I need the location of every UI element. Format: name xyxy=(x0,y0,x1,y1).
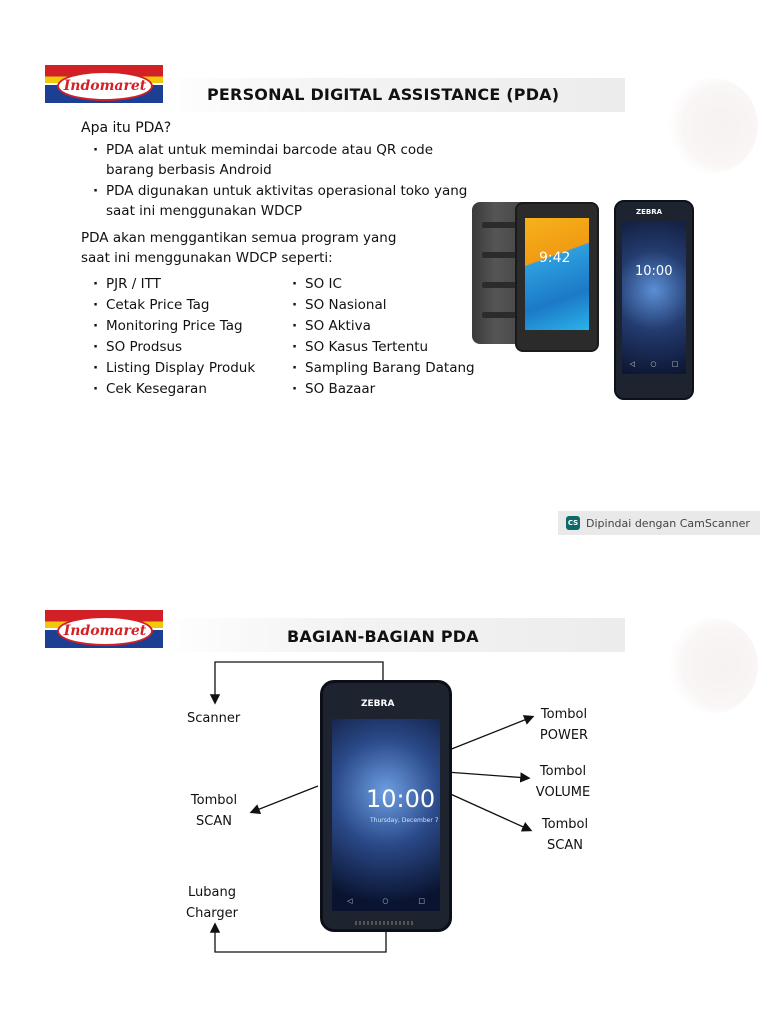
camscanner-icon: CS xyxy=(566,516,580,530)
scan-left-line xyxy=(252,786,318,812)
list-item: · Listing Display Produk xyxy=(93,360,256,376)
list-item: · Cetak Price Tag xyxy=(93,297,210,313)
slide-what-is-pda xyxy=(0,50,768,410)
list-item: · Sampling Barang Datang xyxy=(292,360,475,376)
slide-title: PERSONAL DIGITAL ASSISTANCE (PDA) xyxy=(207,85,560,104)
logo-text: Indomaret xyxy=(63,78,147,94)
zebra-pda-image xyxy=(320,680,452,932)
list-item: · SO Kasus Tertentu xyxy=(292,339,429,355)
zebra-phone-image xyxy=(614,200,694,400)
label-scan-left: Tombol SCAN xyxy=(190,793,238,829)
label-scan-right: Tombol SCAN xyxy=(541,817,589,853)
nav-buttons: ◁ ○ □ xyxy=(629,360,679,368)
list-item: · SO Nasional xyxy=(292,297,387,313)
label-scanner: Scanner xyxy=(187,711,241,726)
list-item: · SO IC xyxy=(292,276,342,292)
list-item: · Monitoring Price Tag xyxy=(93,318,243,334)
label-charger: Lubang Charger xyxy=(186,885,238,921)
list-item: · SO Bazaar xyxy=(292,381,376,397)
bullet-dot: · xyxy=(93,142,99,158)
list-item: · SO Prodsus xyxy=(93,339,183,355)
logo-oval xyxy=(57,71,153,101)
speaker-grille xyxy=(355,921,415,925)
phone-brand: ZEBRA xyxy=(636,208,663,216)
phone-brand: ZEBRA xyxy=(361,699,395,709)
decorative-swirl xyxy=(668,78,758,173)
bullet-item xyxy=(93,181,486,221)
list-item: · PJR / ITT xyxy=(93,276,161,292)
phone-date: Thursday, December 7 xyxy=(370,817,439,824)
rugged-phone-front-image xyxy=(515,202,599,352)
scan-right-line xyxy=(446,792,530,830)
slide-title: BAGIAN-BAGIAN PDA xyxy=(287,627,479,646)
power-line xyxy=(444,717,532,752)
nav-buttons: ◁ ○ □ xyxy=(346,897,425,905)
camscanner-text: Dipindai dengan CamScanner xyxy=(586,516,750,530)
list-item: · SO Aktiva xyxy=(292,318,371,334)
phone-screen xyxy=(622,222,686,374)
logo-text: Indomaret xyxy=(63,623,147,639)
volume-line xyxy=(446,772,528,778)
bullet-dot: · xyxy=(93,183,99,199)
indomaret-logo xyxy=(45,65,163,103)
camscanner-watermark xyxy=(558,511,760,535)
intro-paragraph: PDA akan menggantikan semua program yang saat ini menggunakan WDCP seperti: xyxy=(81,230,397,266)
phone-screen xyxy=(332,719,440,911)
slide-pda-parts xyxy=(0,590,768,990)
list-item: · Cek Kesegaran xyxy=(93,381,207,397)
label-power: Tombol POWER xyxy=(539,707,589,743)
phone-clock: 10:00 xyxy=(635,264,673,279)
question-heading: Apa itu PDA? xyxy=(81,120,172,136)
phone-clock: 9:42 xyxy=(539,250,571,266)
bullet-text: PDA alat untuk memindai barcode atau QR code barang berbasis Android xyxy=(106,142,434,178)
bullet-text: PDA digunakan untuk aktivitas operasional toko yang saat ini menggunakan WDCP xyxy=(106,183,468,219)
phone-screen xyxy=(525,218,589,330)
bullet-item xyxy=(93,140,466,180)
phone-clock: 10:00 xyxy=(366,785,436,813)
label-volume: Tombol VOLUME xyxy=(535,764,591,800)
